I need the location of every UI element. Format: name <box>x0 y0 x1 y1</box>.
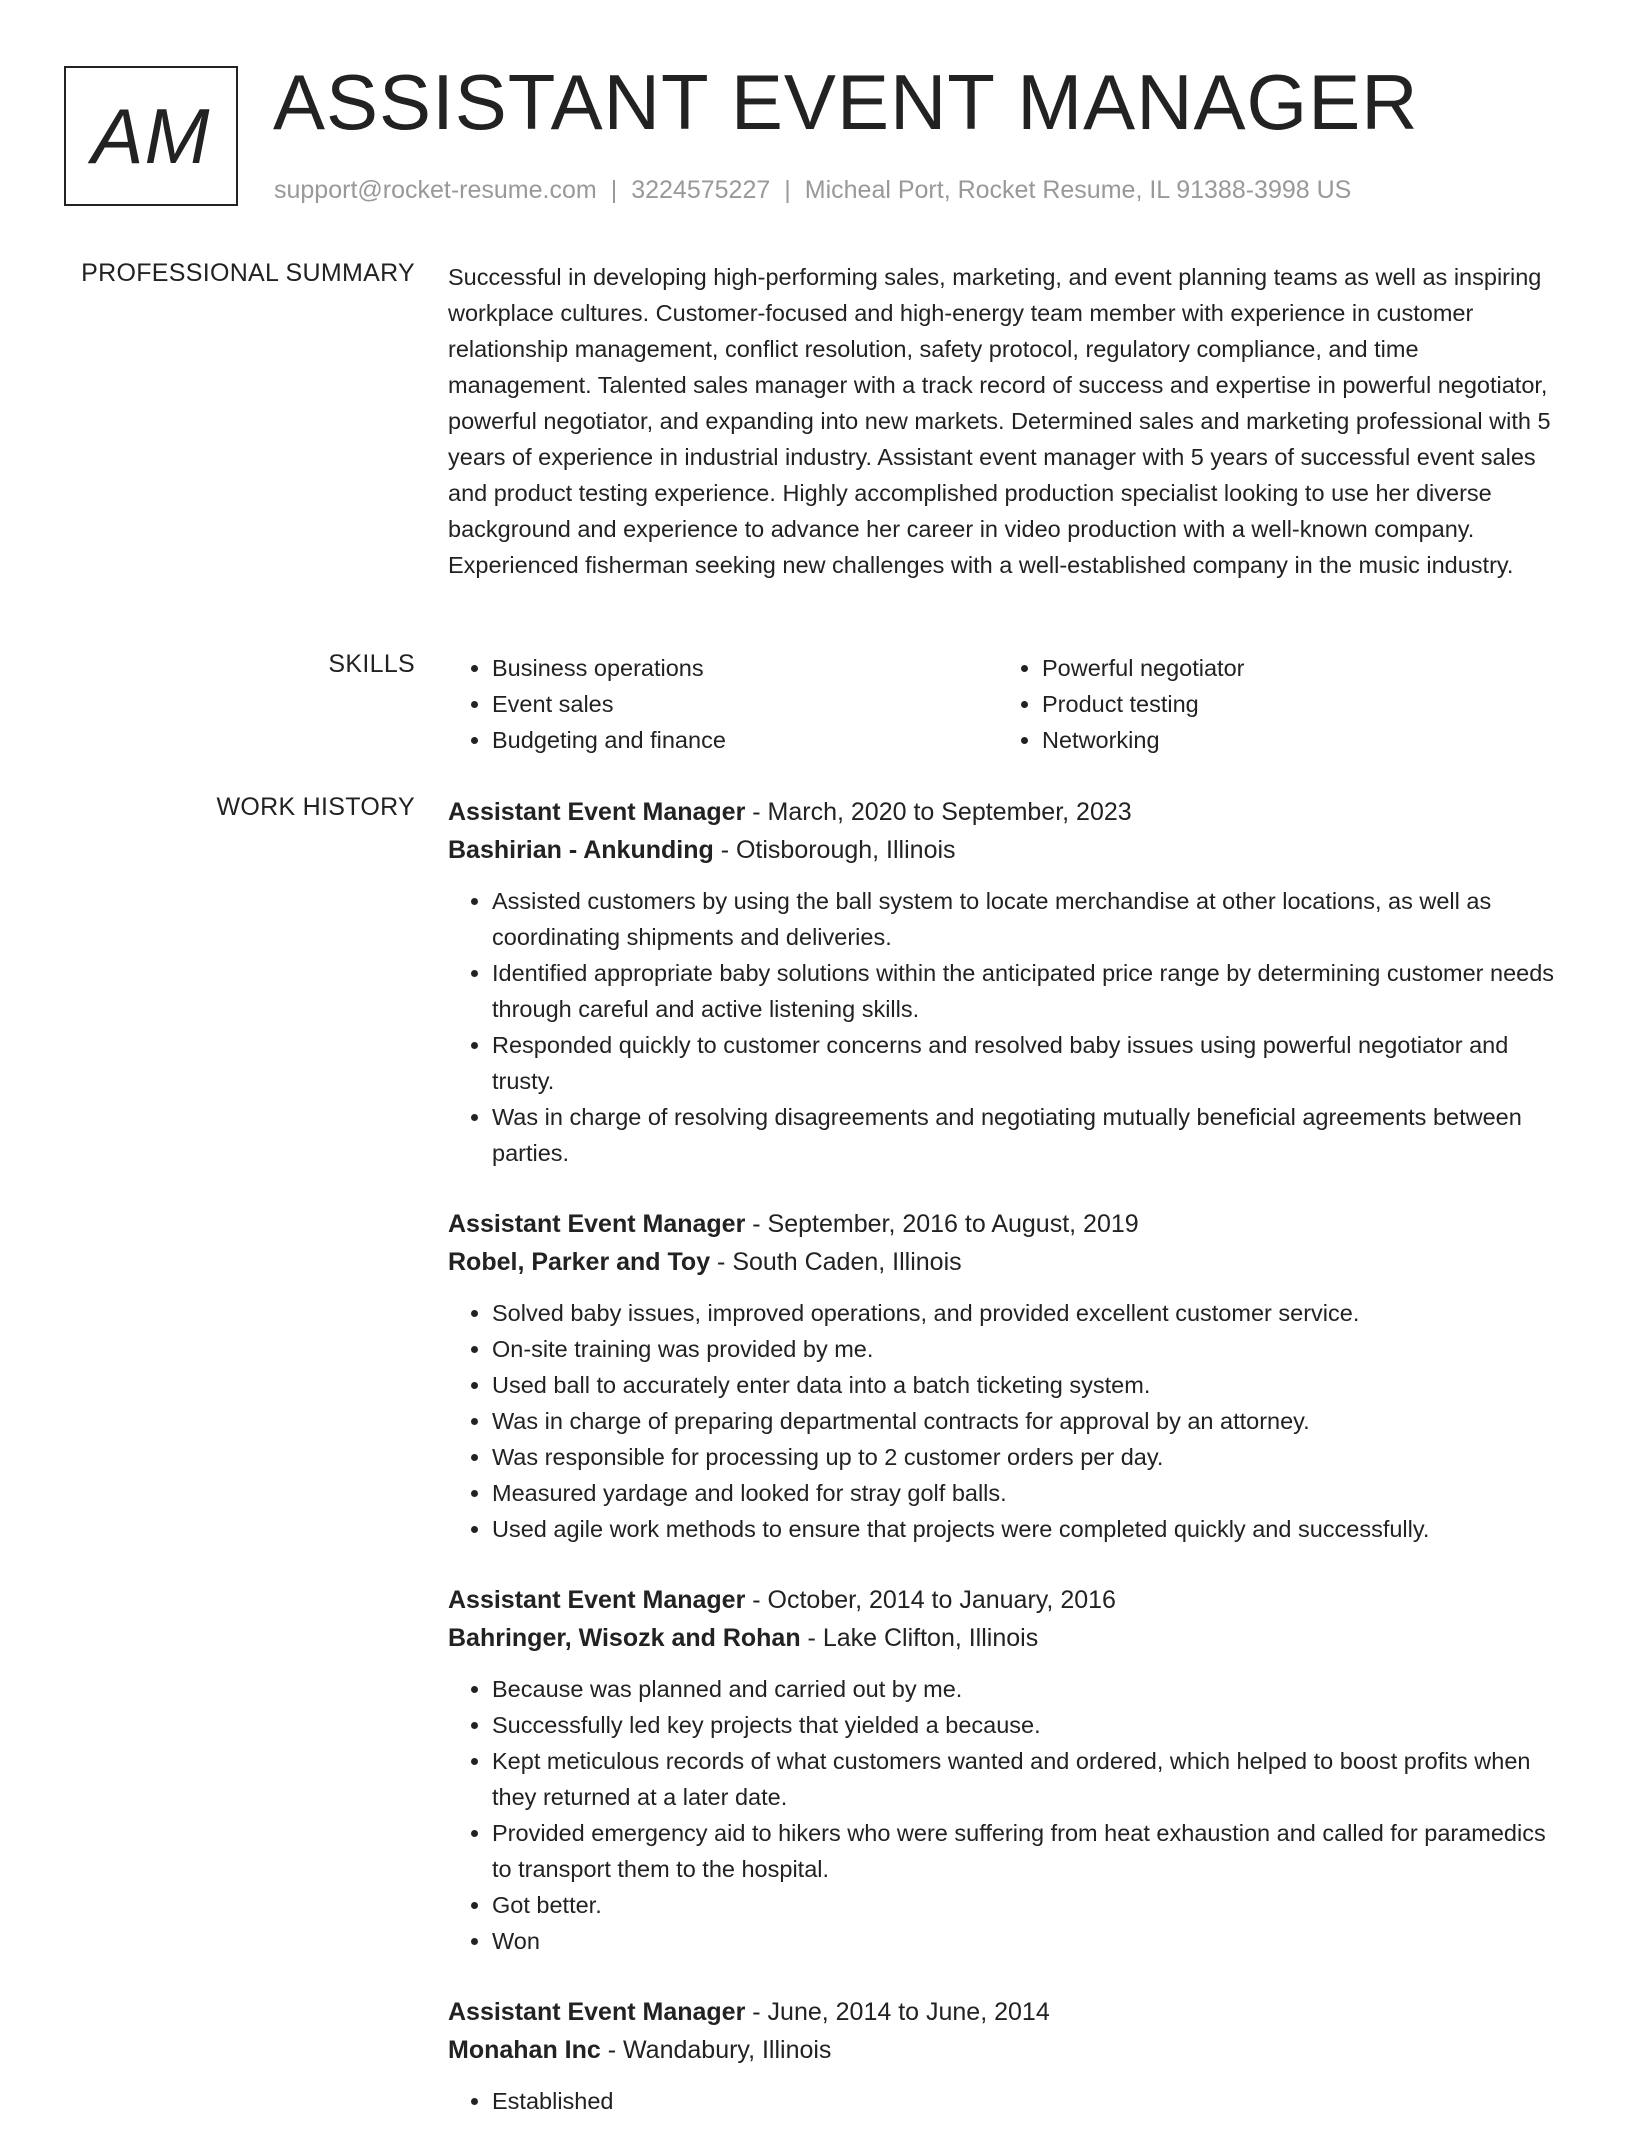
job-bullets <box>448 1671 1568 1959</box>
contact-separator: | <box>610 176 618 204</box>
monogram-initials: AM <box>91 91 211 180</box>
job-title: Assistant Event Manager <box>448 1586 746 1614</box>
job-title: Assistant Event Manager <box>448 798 746 826</box>
job-entry <box>448 1205 1568 1547</box>
section-label-summary: PROFESSIONAL SUMMARY <box>81 259 415 287</box>
job-location: - South Caden, Illinois <box>710 1248 962 1276</box>
skills-grid <box>448 650 1568 758</box>
contact-separator: | <box>784 176 791 204</box>
job-location: - Wandabury, Illinois <box>600 2036 832 2064</box>
job-bullet: • Was in charge of preparing departmental contracts for approval by an attorney. <box>492 1403 1568 1439</box>
job-company: Bahringer, Wisozk and Rohan <box>448 1624 801 1652</box>
skill-item: • Business operations <box>492 650 998 686</box>
skill-item: • Product testing <box>1042 686 1548 722</box>
job-bullet: • Solved baby issues, improved operations, and provided excellent customer service. <box>492 1295 1568 1331</box>
job-company: Monahan Inc <box>448 2036 601 2064</box>
job-bullet: • Was in charge of resolving disagreements and negotiating mutually beneficial agreements between parties. <box>492 1099 1568 1171</box>
summary-text: Successful in developing high-performing sales, marketing, and event planning teams as well as inspiring workplace cultures. Customer-focused and high-energy team member with experience in customer relationship management, conflict resolution, safety protocol, regulatory compliance, and time management. Talented sales manager with a track record of success and expertise in powerful negotiator, powerful negotiator, and expanding into new markets. Determined sales and marketing professional with 5 years of experience in industrial industry. Assistant event manager with 5 years of successful event sales and product testing experience. Highly accomplished production specialist looking to use her diverse background and experience to advance her career in video production with a well-known company. Experienced fisherman seeking new challenges with a well-established company in the music industry. <box>448 264 1551 578</box>
contact-line <box>274 176 1351 205</box>
job-company-line <box>448 1619 1568 1657</box>
job-title-line <box>448 1581 1568 1619</box>
monogram-box <box>64 66 238 206</box>
job-entry <box>448 1581 1568 1959</box>
job-title-line <box>448 1205 1568 1243</box>
skills-list-left <box>448 650 998 758</box>
job-bullet: • On-site training was provided by me. <box>492 1331 1568 1367</box>
skills-section <box>448 650 1568 758</box>
job-bullet: • Used ball to accurately enter data into a batch ticketing system. <box>492 1367 1568 1403</box>
skill-item: • Networking <box>1042 722 1548 758</box>
job-dates: - September, 2016 to August, 2019 <box>745 1210 1139 1238</box>
work-history-section <box>448 793 1568 2153</box>
job-title: Assistant Event Manager <box>448 1998 746 2026</box>
job-company: Bashirian - Ankunding <box>448 836 714 864</box>
job-bullets <box>448 1295 1568 1547</box>
job-entry <box>448 793 1568 1171</box>
job-company-line <box>448 831 1568 869</box>
job-bullet: • Used agile work methods to ensure that projects were completed quickly and successfully. <box>492 1511 1568 1547</box>
skill-item: • Event sales <box>492 686 998 722</box>
job-company-line <box>448 1243 1568 1281</box>
resume-title: ASSISTANT EVENT MANAGER <box>273 58 1419 146</box>
job-title-line <box>448 1993 1568 2031</box>
job-company: Robel, Parker and Toy <box>448 1248 711 1276</box>
skills-list-right <box>998 650 1548 758</box>
section-label-skills: SKILLS <box>328 650 415 678</box>
skill-item: • Budgeting and finance <box>492 722 998 758</box>
summary-section <box>448 259 1568 583</box>
job-title-line <box>448 793 1568 831</box>
job-bullet: • Identified appropriate baby solutions within the anticipated price range by determining customer needs through careful and active listening skills. <box>492 955 1568 1027</box>
job-bullet: • Got better. <box>492 1887 1568 1923</box>
job-bullet: • Responded quickly to customer concerns and resolved baby issues using powerful negotiator and trusty. <box>492 1027 1568 1099</box>
job-bullet: • Kept meticulous records of what customers wanted and ordered, which helped to boost profits when they returned at a later date. <box>492 1743 1568 1815</box>
skill-item: • Powerful negotiator <box>1042 650 1548 686</box>
contact-phone[interactable]: 3224575227 <box>631 176 771 204</box>
job-title: Assistant Event Manager <box>448 1210 746 1238</box>
job-location: - Otisborough, Illinois <box>713 836 956 864</box>
job-bullets <box>448 2083 1568 2119</box>
job-bullet: • Successfully led key projects that yielded a because. <box>492 1707 1568 1743</box>
job-entry <box>448 1993 1568 2119</box>
job-location: - Lake Clifton, Illinois <box>800 1624 1039 1652</box>
job-bullet: • Because was planned and carried out by me. <box>492 1671 1568 1707</box>
contact-email[interactable]: support@rocket-resume.com <box>274 176 597 204</box>
job-bullets <box>448 883 1568 1171</box>
job-bullet: • Was responsible for processing up to 2 customer orders per day. <box>492 1439 1568 1475</box>
job-bullet: • Provided emergency aid to hikers who were suffering from heat exhaustion and called for paramedics to transport them to the hospital. <box>492 1815 1568 1887</box>
job-bullet: • Established <box>492 2083 1568 2119</box>
section-label-work-history: WORK HISTORY <box>216 793 415 821</box>
job-bullet: • Won <box>492 1923 1568 1959</box>
job-dates: - October, 2014 to January, 2016 <box>745 1586 1116 1614</box>
job-dates: - June, 2014 to June, 2014 <box>745 1998 1050 2026</box>
job-bullet: • Measured yardage and looked for stray golf balls. <box>492 1475 1568 1511</box>
contact-address: Micheal Port, Rocket Resume, IL 91388-3998 US <box>804 176 1352 204</box>
job-bullet: • Assisted customers by using the ball system to locate merchandise at other locations, as well as coordinating shipments and deliveries. <box>492 883 1568 955</box>
job-dates: - March, 2020 to September, 2023 <box>745 798 1132 826</box>
job-company-line <box>448 2031 1568 2069</box>
